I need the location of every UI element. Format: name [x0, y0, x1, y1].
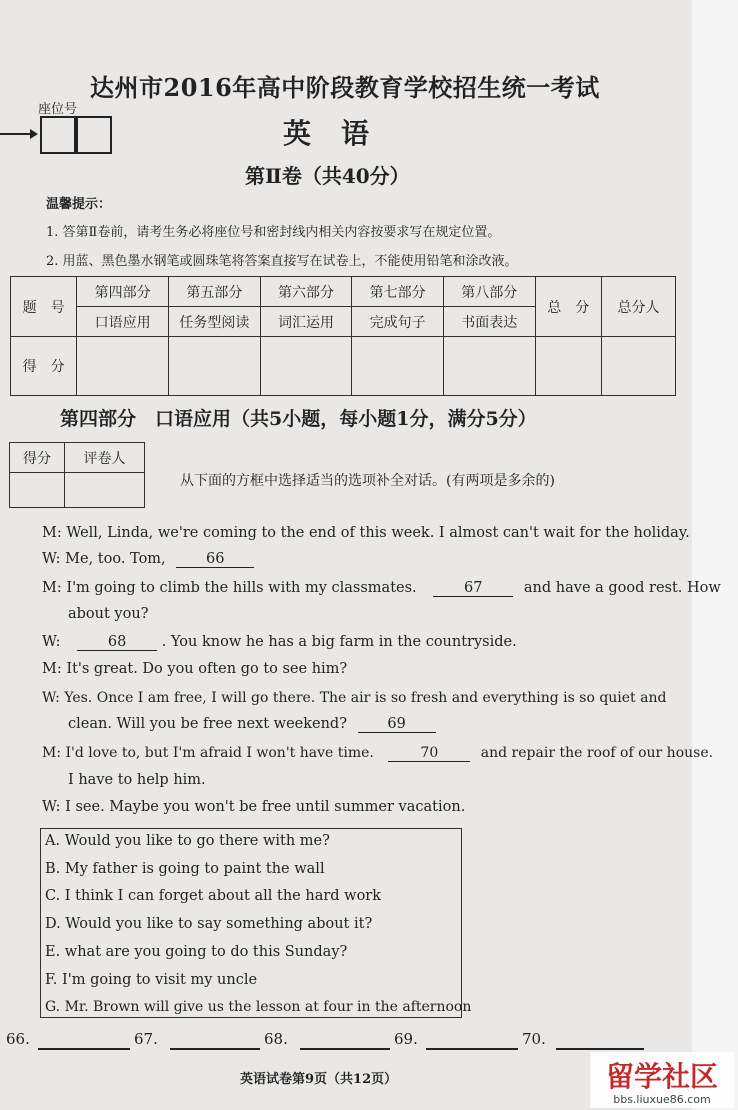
score-cell[interactable] — [443, 337, 535, 396]
answer-line-67[interactable] — [170, 1048, 260, 1050]
dialogue-line — [68, 716, 436, 733]
score-table — [10, 276, 676, 396]
score-cell[interactable] — [260, 337, 352, 396]
part-6: 第六部分 — [260, 277, 352, 307]
logo-url: bbs.liuxue86.com — [613, 1093, 711, 1106]
answer-label-69: 69. — [394, 1030, 418, 1048]
row-label-score: 得 分 — [11, 337, 77, 396]
blank-67[interactable]: 67 — [433, 580, 513, 597]
answer-line-69[interactable] — [426, 1048, 518, 1050]
dialogue-text: W: Me, too. Tom, — [42, 551, 166, 567]
option-a: A. Would you like to go there with me? — [45, 833, 330, 849]
dialogue-text: . You know he has a big farm in the countryside. — [161, 634, 517, 650]
blank-69[interactable]: 69 — [358, 716, 436, 733]
dialogue-text: clean. Will you be free next weekend? — [68, 716, 347, 732]
exam-title: 达州市2016年高中阶段教育学校招生统一考试 — [90, 73, 600, 102]
grader-score-cell[interactable] — [10, 473, 65, 508]
part-5: 第五部分 — [169, 277, 261, 307]
score-cell[interactable] — [77, 337, 169, 396]
grader-score-label: 得分 — [10, 443, 65, 473]
part-6-name: 词汇运用 — [260, 307, 352, 337]
part-5-name: 任务型阅读 — [169, 307, 261, 337]
page-footer: 英语试卷第9页（共12页） — [240, 1072, 398, 1087]
answer-label-66: 66. — [6, 1030, 30, 1048]
blank-66[interactable]: 66 — [176, 551, 254, 568]
score-cell[interactable] — [169, 337, 261, 396]
part-4: 第四部分 — [77, 277, 169, 307]
part-4-name: 口语应用 — [77, 307, 169, 337]
section-heading: 第四部分 口语应用（共5小题，每小题1分，满分5分） — [60, 408, 537, 430]
dialogue-text: and have a good rest. How — [523, 580, 721, 596]
grader-person-cell[interactable] — [65, 473, 145, 508]
option-g: G. Mr. Brown will give us the lesson at four in the afternoon — [45, 999, 472, 1015]
blank-70[interactable]: 70 — [388, 745, 470, 762]
tip-item: 2. 用蓝、黑色墨水钢笔或圆珠笔将答案直接写在试卷上，不能使用铅笔和涂改液。 — [46, 254, 518, 269]
total-cell[interactable] — [535, 337, 601, 396]
part-7: 第七部分 — [352, 277, 444, 307]
volume-title: 第Ⅱ卷（共40分） — [245, 164, 410, 188]
part-8-name: 书面表达 — [443, 307, 535, 337]
option-d: D. Would you like to say something about it? — [45, 916, 373, 932]
total-header: 总 分 — [535, 277, 601, 337]
part-7-name: 完成句子 — [352, 307, 444, 337]
instruction: 从下面的方框中选择适当的选项补全对话。(有两项是多余的) — [180, 473, 555, 489]
liuxue86-logo — [590, 1052, 734, 1108]
total-person-header: 总分人 — [601, 277, 675, 337]
dialogue-line: W: I see. Maybe you won't be free until summer vacation. — [42, 799, 466, 815]
grader-table — [9, 442, 145, 508]
dialogue-line — [42, 551, 254, 568]
option-b: B. My father is going to paint the wall — [45, 861, 325, 877]
dialogue-text: M: I'd love to, but I'm afraid I won't have time. — [42, 745, 374, 761]
part-8: 第八部分 — [443, 277, 535, 307]
grader-person-label: 评卷人 — [65, 443, 145, 473]
option-c: C. I think I can forget about all the hard work — [45, 888, 382, 904]
answer-label-70: 70. — [522, 1030, 546, 1048]
dialogue-line: M: Well, Linda, we're coming to the end of this week. I almost can't wait for the holiday. — [42, 525, 690, 541]
dialogue-line — [42, 580, 721, 597]
total-person-cell[interactable] — [601, 337, 675, 396]
page-edge — [692, 0, 738, 1110]
options-box — [40, 828, 472, 1018]
tips-title: 温馨提示： — [46, 197, 112, 212]
tip-item: 1. 答第Ⅱ卷前，请考生务必将座位号和密封线内相关内容按要求写在规定位置。 — [46, 225, 501, 240]
dialogue-text: M: I'm going to climb the hills with my classmates. — [42, 580, 417, 596]
dialogue-text: W: — [42, 634, 61, 650]
score-cell[interactable] — [352, 337, 444, 396]
dialogue-line: M: It's great. Do you often go to see him? — [42, 661, 348, 677]
logo-text: 留学社区 — [605, 1060, 719, 1093]
dialogue-text: and repair the roof of our house. — [480, 745, 714, 761]
blank-68[interactable]: 68 — [77, 634, 157, 651]
seat-box[interactable] — [40, 116, 76, 154]
option-e: E. what are you going to do this Sunday? — [45, 944, 348, 960]
row-label-question: 题 号 — [11, 277, 77, 337]
dialogue-line: I have to help him. — [68, 772, 206, 788]
answer-line-68[interactable] — [300, 1048, 390, 1050]
subject-title: 英语 — [283, 117, 400, 150]
seat-box[interactable] — [76, 116, 112, 154]
dialogue-line — [42, 634, 517, 651]
dialogue-line: about you? — [68, 606, 149, 622]
answer-line-66[interactable] — [38, 1048, 130, 1050]
answer-label-67: 67. — [134, 1030, 158, 1048]
option-f: F. I'm going to visit my uncle — [45, 972, 258, 988]
arrow-icon — [0, 133, 34, 135]
seat-label: 座位号 — [38, 102, 78, 117]
arrow-head-icon — [30, 129, 38, 139]
answer-line-70[interactable] — [556, 1048, 644, 1050]
dialogue-line: W: Yes. Once I am free, I will go there. The air is so fresh and everything is so quiet and — [42, 690, 667, 706]
dialogue-line — [42, 745, 713, 762]
answer-label-68: 68. — [264, 1030, 288, 1048]
